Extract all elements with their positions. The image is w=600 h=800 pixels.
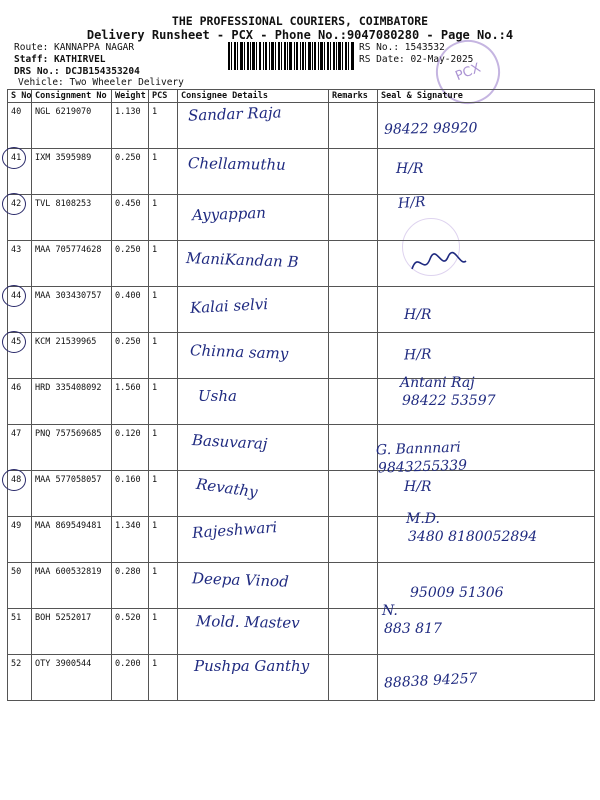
table-row <box>8 609 595 655</box>
weight-text: 0.280 <box>115 567 141 577</box>
runsheet-subtitle: Delivery Runsheet - PCX - Phone No.:9047080280 - Page No.:4 <box>86 28 514 42</box>
weight-text: 0.250 <box>115 337 141 347</box>
consignment-cell <box>32 149 112 195</box>
consignment-text: TVL 8108253 <box>35 199 92 209</box>
pcs-cell <box>149 103 178 149</box>
sno-cell <box>8 563 32 609</box>
remarks-cell <box>329 333 378 379</box>
signature-handwriting: Antani Raj <box>400 375 475 391</box>
sno-cell <box>8 149 32 195</box>
sno-cell <box>8 609 32 655</box>
pcs-cell <box>149 655 178 701</box>
table-row <box>8 103 595 149</box>
table-row <box>8 195 595 241</box>
consignee-handwriting: Kalai selvi <box>189 294 269 318</box>
vehicle-line: Vehicle: Two Wheeler Delivery <box>18 77 184 88</box>
signature-handwriting: H/R <box>397 194 426 212</box>
col-consignee: Consignee Details <box>178 90 329 103</box>
signature-cell <box>378 563 595 609</box>
consignee-handwriting: Basuvaraj <box>191 431 268 453</box>
drs-line: DRS No.: DCJB154353204 <box>14 66 140 77</box>
table-row <box>8 149 595 195</box>
sno-text: 49 <box>11 521 22 531</box>
consignment-cell <box>32 563 112 609</box>
pcs-text: 1 <box>152 521 158 531</box>
weight-text: 1.340 <box>115 521 141 531</box>
pcs-cell <box>149 471 178 517</box>
sno-text: 40 <box>11 107 22 117</box>
consignee-handwriting: Deepa Vinod <box>191 569 290 591</box>
company-title: THE PROFESSIONAL COURIERS, COIMBATORE <box>171 14 429 28</box>
pcs-text: 1 <box>152 475 158 485</box>
signature-cell <box>378 511 595 563</box>
weight-cell <box>112 333 149 379</box>
consignment-text: KCM 21539965 <box>35 337 97 347</box>
table-row <box>8 563 595 609</box>
table-row <box>8 471 595 517</box>
phone-handwriting: 88838 94257 <box>383 670 478 692</box>
weight-cell <box>112 379 149 425</box>
consignee-cell <box>178 333 329 379</box>
weight-text: 0.200 <box>115 659 141 669</box>
weight-text: 0.400 <box>115 291 141 301</box>
table-row <box>8 379 595 425</box>
phone-handwriting: 9843255339 <box>377 457 468 477</box>
col-signature: Seal & Signature <box>378 90 595 103</box>
remarks-cell <box>329 609 378 655</box>
weight-cell <box>112 287 149 333</box>
weight-cell <box>112 195 149 241</box>
signature-handwriting: H/R <box>404 307 432 323</box>
consignment-cell <box>32 655 112 701</box>
weight-text: 1.560 <box>115 383 141 393</box>
staff-line: Staff: KATHIRVEL <box>14 54 106 65</box>
consignment-text: MAA 705774628 <box>35 245 102 255</box>
remarks-cell <box>329 379 378 425</box>
circled-mark <box>2 469 26 491</box>
pcs-cell <box>149 149 178 195</box>
consignee-cell <box>178 655 329 701</box>
pcs-cell <box>149 333 178 379</box>
sno-cell <box>8 103 32 149</box>
circled-mark <box>2 285 26 307</box>
consignment-cell <box>32 103 112 149</box>
weight-cell <box>112 425 149 471</box>
signature-scribble <box>408 247 468 277</box>
pcs-cell <box>149 195 178 241</box>
circled-mark <box>2 193 26 215</box>
consignment-text: MAA 869549481 <box>35 521 102 531</box>
pcs-cell <box>149 609 178 655</box>
sno-cell <box>8 425 32 471</box>
pcs-cell <box>149 425 178 471</box>
table-row <box>8 241 595 287</box>
consignment-cell <box>32 287 112 333</box>
consignee-cell <box>178 103 329 149</box>
pcs-text: 1 <box>152 429 158 439</box>
pcs-text: 1 <box>152 613 158 623</box>
col-consignment: Consignment No <box>32 90 112 103</box>
consignment-text: MAA 577058057 <box>35 475 102 485</box>
signature-handwriting: 98422 98920 <box>383 120 478 138</box>
remarks-cell <box>329 563 378 609</box>
consignee-handwriting: Revathy <box>195 474 259 502</box>
consignee-cell <box>178 563 329 609</box>
remarks-cell <box>329 241 378 287</box>
sno-cell <box>8 241 32 287</box>
phone-handwriting: 95009 51306 <box>410 585 504 601</box>
sno-cell <box>8 287 32 333</box>
remarks-cell <box>329 195 378 241</box>
pcs-cell <box>149 379 178 425</box>
col-pcs: PCS <box>149 90 178 103</box>
rs-date: RS Date: 02-May-2025 <box>359 54 474 65</box>
consignment-cell <box>32 379 112 425</box>
consignment-text: MAA 303430757 <box>35 291 102 301</box>
remarks-cell <box>329 517 378 563</box>
signature-cell <box>375 425 595 477</box>
pcs-text: 1 <box>152 383 158 393</box>
weight-text: 0.250 <box>115 245 141 255</box>
consignee-cell <box>178 287 329 333</box>
consignment-text: MAA 600532819 <box>35 567 102 577</box>
consignment-cell <box>32 471 112 517</box>
runsheet-table <box>7 89 595 701</box>
pcs-cell <box>149 517 178 563</box>
weight-text: 0.160 <box>115 475 141 485</box>
sno-text: 46 <box>11 383 22 393</box>
pcs-text: 1 <box>152 659 158 669</box>
consignee-handwriting: Usha <box>198 387 237 405</box>
phone-handwriting: 883 817 <box>384 621 442 637</box>
consignee-cell <box>178 471 329 517</box>
weight-text: 0.520 <box>115 613 141 623</box>
signature-cell <box>378 603 595 655</box>
sno-text: 43 <box>11 245 22 255</box>
consignment-cell <box>32 425 112 471</box>
col-weight: Weight <box>112 90 149 103</box>
weight-cell <box>112 241 149 287</box>
consignment-cell <box>32 241 112 287</box>
pcs-cell <box>149 287 178 333</box>
weight-cell <box>112 517 149 563</box>
weight-text: 0.250 <box>115 153 141 163</box>
weight-text: 0.120 <box>115 429 141 439</box>
sno-text: 44 <box>11 291 22 301</box>
sno-text: 50 <box>11 567 22 577</box>
circled-mark <box>2 331 26 353</box>
pcs-text: 1 <box>152 245 158 255</box>
sno-cell <box>8 195 32 241</box>
col-remarks: Remarks <box>329 90 378 103</box>
pcs-cell <box>149 241 178 287</box>
consignment-text: OTY 3900544 <box>35 659 92 669</box>
sno-text: 41 <box>11 153 22 163</box>
barcode <box>228 42 354 70</box>
signature-cell <box>378 333 595 379</box>
consignee-handwriting: ManiKandan B <box>185 249 299 271</box>
consignment-text: NGL 6219070 <box>35 107 92 117</box>
sno-cell <box>8 471 32 517</box>
sno-text: 51 <box>11 613 22 623</box>
consignment-text: PNQ 757569685 <box>35 429 102 439</box>
pcs-text: 1 <box>152 291 158 301</box>
weight-cell <box>112 609 149 655</box>
consignee-handwriting: Rajeshwari <box>191 518 278 542</box>
consignee-cell <box>178 425 329 471</box>
consignment-cell <box>32 333 112 379</box>
consignee-cell <box>178 609 329 655</box>
table-header-row <box>8 90 595 103</box>
weight-text: 1.130 <box>115 107 141 117</box>
pcs-cell <box>149 563 178 609</box>
signature-cell <box>378 103 595 149</box>
sno-text: 48 <box>11 475 22 485</box>
consignment-cell <box>32 195 112 241</box>
signature-cell <box>378 241 595 287</box>
table-row <box>8 425 595 471</box>
pcs-text: 1 <box>152 567 158 577</box>
pcs-text: 1 <box>152 153 158 163</box>
circled-mark <box>2 147 26 169</box>
signature-cell <box>378 195 595 241</box>
sno-cell <box>8 333 32 379</box>
table-row <box>8 655 595 701</box>
weight-cell <box>112 655 149 701</box>
signature-handwriting: H/R <box>403 346 432 364</box>
remarks-cell <box>329 149 378 195</box>
signature-cell <box>378 655 595 701</box>
pcs-text: 1 <box>152 107 158 117</box>
phone-handwriting: 3480 8180052894 <box>408 529 538 545</box>
pcs-text: 1 <box>152 337 158 347</box>
signature-handwriting: G. Bannnari <box>375 439 462 459</box>
consignee-cell <box>178 149 329 195</box>
signature-cell <box>378 375 595 425</box>
consignee-handwriting: Chinna samy <box>189 341 289 363</box>
table-row <box>8 333 595 379</box>
sno-text: 52 <box>11 659 22 669</box>
remarks-cell <box>329 287 378 333</box>
table-row <box>8 517 595 563</box>
sno-cell <box>8 517 32 563</box>
signature-handwriting: H/R <box>404 479 432 495</box>
consignee-cell <box>178 517 329 563</box>
signature-handwriting: N. <box>382 603 398 619</box>
consignee-cell <box>178 195 329 241</box>
sno-cell <box>8 379 32 425</box>
route-line: Route: KANNAPPA NAGAR <box>14 42 135 53</box>
signature-handwriting: H/R <box>396 161 424 177</box>
sno-text: 45 <box>11 337 22 347</box>
consignee-cell <box>178 241 329 287</box>
consignee-handwriting: Ayyappan <box>191 203 267 225</box>
signature-cell <box>378 471 595 517</box>
col-sno: S No <box>8 90 32 103</box>
consignment-cell <box>32 609 112 655</box>
remarks-cell <box>329 471 378 517</box>
consignee-handwriting: Sandar Raja <box>187 103 282 125</box>
signature-handwriting: M.D. <box>406 511 440 527</box>
sno-text: 47 <box>11 429 22 439</box>
pcx-stamp: PCX <box>426 30 509 113</box>
consignment-cell <box>32 517 112 563</box>
sno-text: 42 <box>11 199 22 209</box>
consignment-text: IXM 3595989 <box>35 153 92 163</box>
consignment-text: BOH 5252017 <box>35 613 92 623</box>
weight-text: 0.450 <box>115 199 141 209</box>
remarks-cell <box>329 655 378 701</box>
remarks-cell <box>329 425 378 471</box>
signature-cell <box>378 149 595 195</box>
weight-cell <box>112 149 149 195</box>
pcs-text: 1 <box>152 199 158 209</box>
rs-number: RS No.: 1543532 <box>359 42 445 53</box>
consignee-cell <box>178 379 329 425</box>
remarks-cell <box>329 103 378 149</box>
weight-cell <box>112 563 149 609</box>
sno-cell <box>8 655 32 701</box>
weight-cell <box>112 471 149 517</box>
consignee-handwriting: Chellamuthu <box>187 154 286 174</box>
table-row <box>8 287 595 333</box>
consignee-handwriting: Pushpa Ganthy <box>194 657 310 675</box>
weight-cell <box>112 103 149 149</box>
consignee-handwriting: Mold. Mastev <box>195 612 300 632</box>
phone-handwriting: 98422 53597 <box>402 393 496 409</box>
consignment-text: HRD 335408092 <box>35 383 102 393</box>
signature-cell <box>378 287 595 333</box>
